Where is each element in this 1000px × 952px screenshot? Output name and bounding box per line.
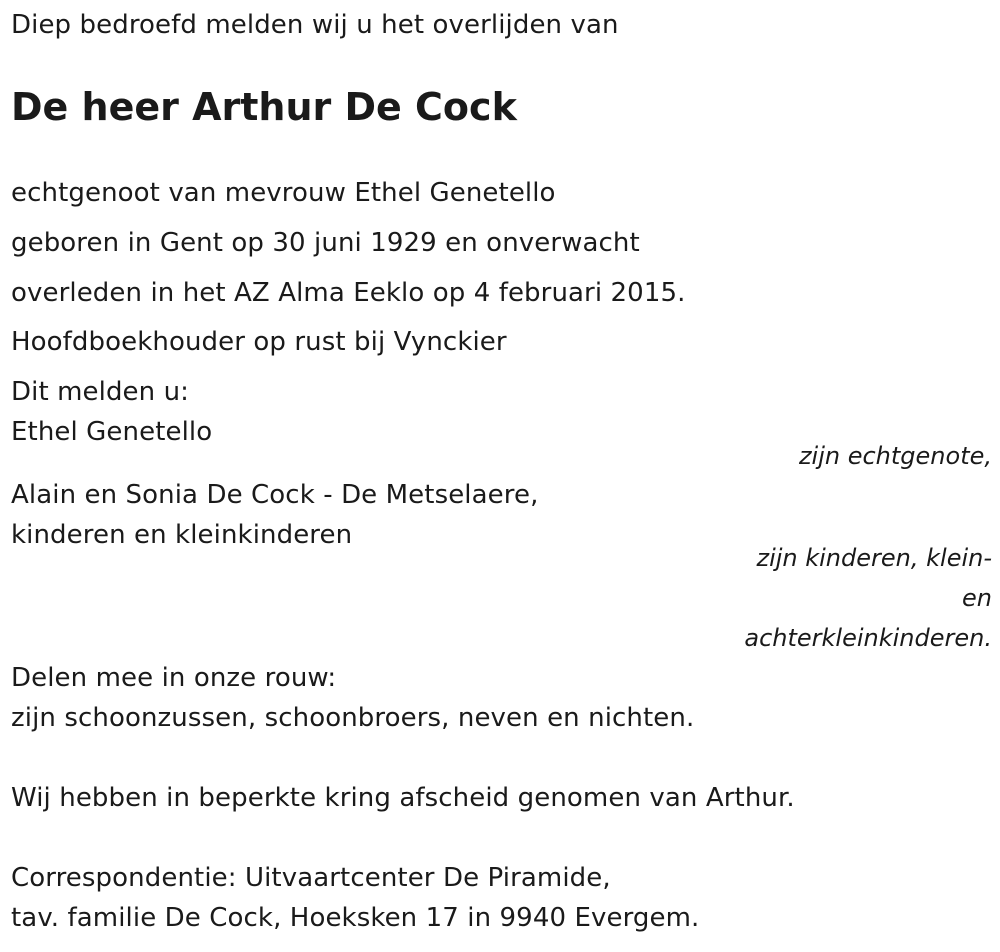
mourners-heading: Delen mee in onze rouw: bbox=[11, 663, 337, 693]
mourners-list: zijn schoonzussen, schoonbroers, neven en nichten. bbox=[11, 703, 695, 733]
children-line-1: Alain en Sonia De Cock - De Metselaere, bbox=[11, 480, 539, 510]
death-line: overleden in het AZ Alma Eeklo op 4 februari 2015. bbox=[11, 278, 686, 308]
spouse-of-line: echtgenoot van mevrouw Ethel Genetello bbox=[11, 178, 556, 208]
announcers-heading: Dit melden u: bbox=[11, 377, 190, 407]
children-relation-line-2: en bbox=[962, 584, 992, 612]
deceased-name: De heer Arthur De Cock bbox=[11, 85, 517, 129]
intro-text: Diep bedroefd melden wij u het overlijden van bbox=[11, 10, 619, 40]
children-relation-line-1: zijn kinderen, klein- bbox=[756, 544, 992, 572]
correspondence-line-2: tav. familie De Cock, Hoeksken 17 in 9940 Evergem. bbox=[11, 903, 700, 933]
spouse-name: Ethel Genetello bbox=[11, 417, 213, 447]
birth-line: geboren in Gent op 30 juni 1929 en onverwacht bbox=[11, 228, 640, 258]
farewell-text: Wij hebben in beperkte kring afscheid genomen van Arthur. bbox=[11, 783, 795, 813]
correspondence-line-1: Correspondentie: Uitvaartcenter De Piramide, bbox=[11, 863, 611, 893]
spouse-relation: zijn echtgenote, bbox=[798, 442, 992, 470]
children-relation-line-3: achterkleinkinderen. bbox=[744, 624, 992, 652]
occupation-line: Hoofdboekhouder op rust bij Vynckier bbox=[11, 327, 507, 357]
children-line-2: kinderen en kleinkinderen bbox=[11, 520, 353, 550]
